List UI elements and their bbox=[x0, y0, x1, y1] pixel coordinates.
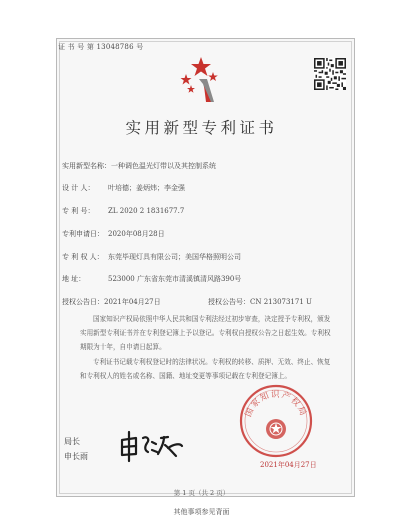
certificate-number-value: 13048786 bbox=[96, 43, 134, 51]
grant-number-row bbox=[208, 297, 312, 307]
seal-text: 国家知识产权局 bbox=[243, 390, 309, 419]
filing-date: 2020年08月28日 bbox=[108, 230, 165, 238]
patent-number-label: 专 利 号： bbox=[62, 207, 95, 215]
certificate-number-suffix: 号 bbox=[136, 43, 144, 51]
inventor-label: 设 计 人： bbox=[62, 184, 95, 192]
grant-number-label: 授权公告号： bbox=[208, 298, 250, 306]
paragraph-grant-statement: 国家知识产权局依照中华人民共和国专利法经过初步审查，决定授予专利权，颁发实用新型专利证书并在专利登记簿上予以登记。专利权自授权公告之日起生效。专利权期限为十年，自申请日起算。 bbox=[80, 315, 331, 351]
signature-role: 局长 bbox=[64, 437, 80, 446]
certificate-number bbox=[58, 42, 143, 52]
seal-date: 2021年04月27日 bbox=[260, 461, 317, 469]
address-label: 地 址： bbox=[62, 275, 86, 283]
grant-date-row bbox=[62, 297, 161, 307]
grant-date: 2021年04月27日 bbox=[104, 298, 161, 306]
signature-name: 申长雨 bbox=[64, 452, 88, 461]
official-seal-icon bbox=[238, 383, 314, 459]
patentee: 东莞毕现灯具有限公司；美国华格照明公司 bbox=[108, 253, 241, 261]
footer-note: 其他事项参见背面 bbox=[173, 508, 230, 516]
qr-code-icon bbox=[314, 58, 346, 90]
utility-model-name-row bbox=[62, 161, 216, 171]
page-indicator: 第 1 页（共 2 页） bbox=[173, 489, 230, 497]
certificate-title: 实用新型专利证书 bbox=[125, 119, 278, 137]
patent-number: ZL 2020 2 1831677.7 bbox=[108, 207, 185, 215]
patentee-row bbox=[62, 252, 241, 262]
inventors: 叶培德；姜炳炜；李金强 bbox=[108, 184, 185, 192]
filing-date-row bbox=[62, 229, 165, 239]
certificate-number-label: 证 书 号 第 bbox=[58, 43, 95, 51]
grant-date-label: 授权公告日： bbox=[62, 298, 104, 306]
paragraph-legal-status: 专利证书记载专利权登记时的法律状况。专利权的转移、质押、无效、终止、恢复和专利权人的姓名或名称、国籍、地址变更等事项记载在专利登记簿上。 bbox=[80, 358, 331, 380]
utility-model-name-label: 实用新型名称： bbox=[62, 162, 111, 170]
address: 523000 广东省东莞市清溪镇清风路390号 bbox=[108, 275, 242, 283]
patentee-label: 专 利 权 人： bbox=[62, 253, 104, 261]
patent-office-emblem-icon bbox=[178, 54, 224, 104]
patent-number-row bbox=[62, 206, 184, 216]
filing-date-label: 专利申请日： bbox=[62, 230, 104, 238]
utility-model-name: 一种调色温光灯带以及其控制系统 bbox=[111, 162, 216, 170]
grant-number: CN 213073171 U bbox=[250, 298, 312, 306]
handwritten-signature-icon bbox=[116, 428, 186, 464]
inventor-row bbox=[62, 183, 185, 193]
address-row bbox=[62, 274, 241, 284]
